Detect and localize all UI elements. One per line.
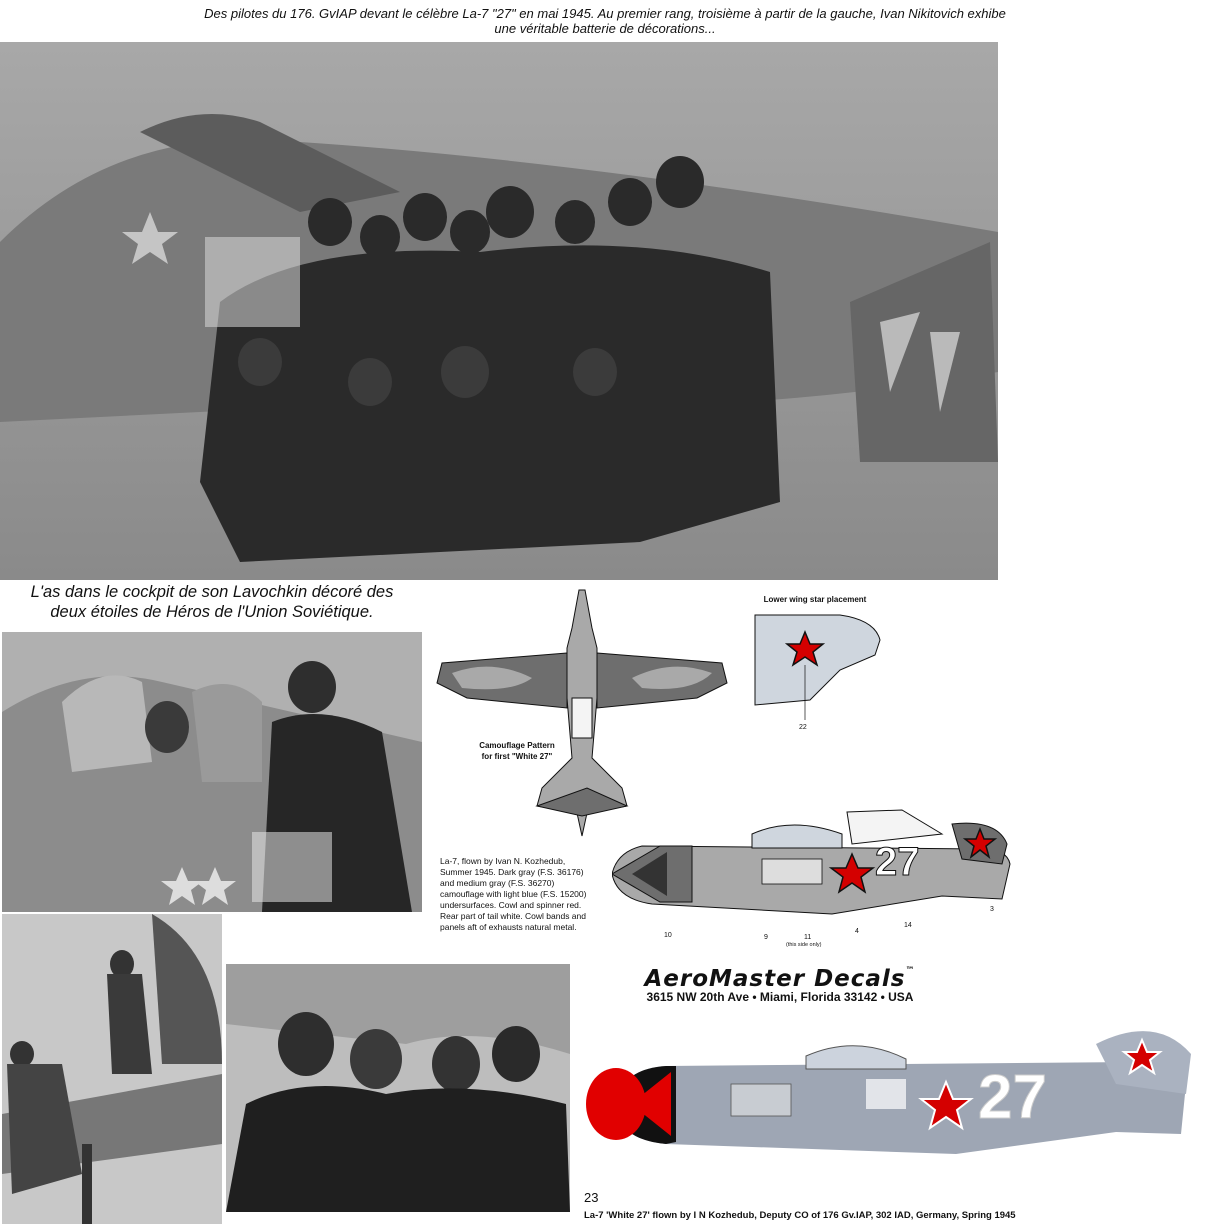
- cockpit-photo: [2, 632, 422, 912]
- cockpit-caption-line-1: L'as dans le cockpit de son Lavochkin décoré des: [30, 583, 394, 601]
- callout-11: 11: [804, 934, 812, 941]
- callout-3: 3: [990, 906, 994, 913]
- description-line: Summer 1945. Dark gray (F.S. 36176): [440, 867, 584, 877]
- camouflage-label-line-1: Camouflage Pattern: [479, 741, 555, 750]
- top-caption-line-1: Des pilotes du 176. GvIAP devant le célèbre La-7 "27" en mai 1945. Au premier rang, troisième à partir de la gauche, Ivan Nikitovich exhibe: [204, 6, 1006, 21]
- callout-10: 10: [664, 932, 672, 939]
- top-caption-line-2: une véritable batterie de décorations...: [494, 21, 716, 36]
- cockpit-caption: [6, 582, 418, 622]
- camouflage-label: [462, 740, 572, 762]
- callout-22: 22: [799, 724, 807, 731]
- brand-tm: ™: [905, 966, 916, 976]
- page-number: 23: [584, 1190, 599, 1205]
- lower-wing-title: Lower wing star placement: [763, 595, 867, 604]
- aircraft-description: [440, 856, 620, 933]
- side-view-diagram: [612, 804, 1014, 930]
- brand-name: [600, 966, 960, 992]
- brand-address: 3615 NW 20th Ave • Miami, Florida 33142 • USA: [646, 990, 914, 1004]
- side-number: 27: [875, 840, 920, 884]
- description-line: panels aft of exhausts natural metal.: [440, 922, 577, 932]
- cockpit-caption-line-2: deux étoiles de Héros de l'Union Soviétique.: [50, 603, 374, 621]
- top-view-diagram: [432, 588, 732, 838]
- description-line: Rear part of tail white. Cowl bands and: [440, 911, 586, 921]
- ground-crew-photo: [2, 914, 222, 1224]
- color-profile: [576, 1014, 1202, 1186]
- description-line: camouflage with light blue (F.S. 15200): [440, 889, 587, 899]
- profile-credit: La-7 'White 27' flown by I N Kozhedub, Deputy CO of 176 Gv.IAP, 302 IAD, Germany, Spring 1945: [584, 1210, 1016, 1221]
- camouflage-label-line-2: for first "White 27": [481, 752, 553, 761]
- callout-14: 14: [904, 922, 912, 929]
- description-line: and medium gray (F.S. 36270): [440, 878, 555, 888]
- brand-name-text: AeroMaster Decals: [644, 966, 906, 992]
- callout-9: 9: [764, 934, 768, 941]
- top-caption: [30, 6, 1180, 36]
- callout-11-note: (this side only): [786, 942, 822, 948]
- description-line: undersurfaces. Cowl and spinner red.: [440, 900, 582, 910]
- group-photo: [0, 42, 998, 580]
- description-line: La-7, flown by Ivan N. Kozhedub,: [440, 856, 566, 866]
- callout-4: 4: [855, 928, 859, 935]
- pilots-photo: [226, 964, 570, 1212]
- profile-number: 27: [978, 1063, 1047, 1132]
- lower-wing-diagram: [750, 610, 890, 730]
